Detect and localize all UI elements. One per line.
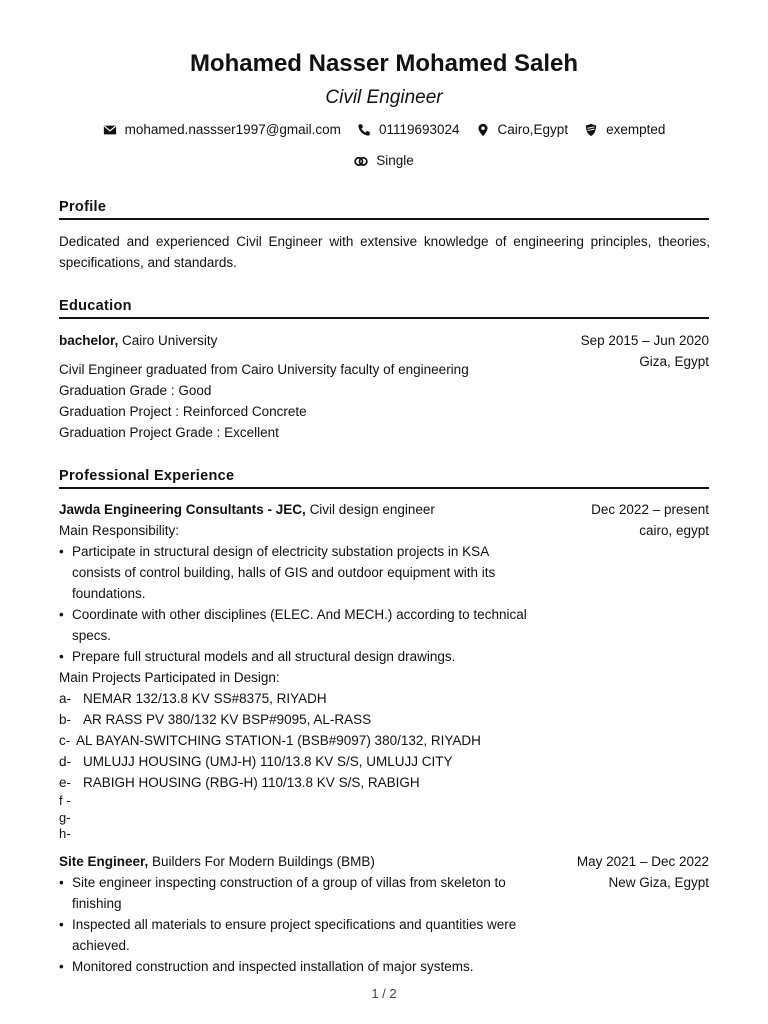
job2-role: Site Engineer, (59, 854, 149, 869)
job2-place: New Giza, Egypt (608, 875, 709, 890)
contact-row (0, 122, 768, 137)
project-letter: a- (59, 691, 72, 706)
list-item: • Coordinate with other disciplines (ELEC. And MECH.) according to technical specs. (59, 604, 539, 646)
contact-military (584, 122, 665, 137)
job1-company: Jawda Engineering Consultants - JEC, (59, 502, 306, 517)
job1-meta (591, 499, 709, 541)
list-item: • Site engineer inspecting construction of a group of villas from skeleton to finishing (59, 872, 539, 914)
shield-icon (584, 123, 598, 137)
education-line: Graduation Project Grade : Excellent (59, 425, 279, 440)
list-item: • Participate in structural design of electricity substation projects in KSA consists of control building, halls of GIS and outdoor equipment with its foundations. (59, 541, 539, 604)
list-item: • Inspected all materials to ensure project specifications and quantities were achieved. (59, 914, 539, 956)
education-place: Giza, Egypt (639, 354, 709, 369)
project-letter: b- (59, 712, 72, 727)
job1-place: cairo, egypt (639, 523, 709, 538)
project-letter-extra: f - (59, 793, 71, 808)
job1-dates: Dec 2022 – present (591, 502, 709, 517)
job2-dates: May 2021 – Dec 2022 (576, 854, 709, 869)
contact-location (476, 122, 569, 137)
list-item: • Monitored construction and inspected installation of major systems. (59, 956, 539, 977)
job2-bullets (59, 872, 539, 977)
contact-row-2 (0, 153, 768, 168)
profile-text: Dedicated and experienced Civil Engineer with extensive knowledge of engineering principles, theories, specifications, and standards. (59, 234, 710, 270)
map-pin-icon (476, 123, 490, 137)
project-item (59, 751, 539, 772)
project-text: AL BAYAN-SWITCHING STATION-1 (BSB#9097) 380/132, RIYADH (76, 733, 481, 748)
job2-title (59, 851, 375, 872)
military-text: exempted (606, 122, 666, 137)
phone-text: 01119693024 (378, 122, 460, 137)
education-entry-title (59, 330, 217, 351)
marital-text: Single (376, 153, 414, 168)
education-details (59, 359, 469, 443)
candidate-name: Mohamed Nasser Mohamed Saleh (189, 50, 579, 77)
project-item (59, 772, 539, 793)
project-letter: e- (59, 775, 72, 790)
job1-resp-label: Main Responsibility: (59, 523, 180, 538)
candidate-title: Civil Engineer (325, 87, 443, 108)
job2-body (59, 872, 539, 977)
profile-heading: Profile (59, 199, 709, 220)
list-item: • Prepare full structural models and all structural design drawings. (59, 646, 539, 667)
project-text: NEMAR 132/13.8 KV SS#8375, RIYADH (83, 691, 327, 706)
phone-icon (357, 123, 371, 137)
education-heading: Education (59, 298, 709, 319)
school: Cairo University (122, 333, 218, 348)
education-meta (581, 330, 709, 372)
project-letter: c- (59, 733, 71, 748)
experience-heading: Professional Experience (59, 468, 709, 489)
project-item (59, 688, 539, 709)
project-text: AR RASS PV 380/132 KV BSP#9095, AL-RASS (83, 712, 372, 727)
education-line: Graduation Grade : Good (59, 383, 212, 398)
location-text: Cairo,Egypt (497, 122, 569, 137)
degree: bachelor, (59, 333, 119, 348)
job2-company: Builders For Modern Buildings (BMB) (152, 854, 375, 869)
project-letter: d- (59, 754, 72, 769)
job1-title (59, 499, 435, 520)
job1-role: Civil design engineer (309, 502, 435, 517)
project-text: RABIGH HOUSING (RBG-H) 110/13.8 KV S/S, RABIGH (83, 775, 420, 790)
contact-email[interactable] (103, 122, 341, 137)
job1-body (59, 520, 539, 843)
project-item (59, 709, 539, 730)
email-text: mohamed.nassser1997@gmail.com (124, 122, 341, 137)
education-line: Graduation Project : Reinforced Concrete (59, 404, 307, 419)
job1-bullets (59, 541, 539, 667)
education-dates: Sep 2015 – Jun 2020 (580, 333, 709, 348)
education-line: Civil Engineer graduated from Cairo University faculty of engineering (59, 362, 469, 377)
project-item (59, 730, 539, 751)
job1-projects-label: Main Projects Participated in Design: (59, 670, 280, 685)
envelope-icon (103, 123, 117, 137)
page-number: 1 / 2 (371, 986, 397, 1001)
contact-marital (354, 153, 414, 168)
project-letter-extra: g- (59, 809, 71, 825)
contact-phone[interactable] (357, 122, 460, 137)
project-text: UMLUJJ HOUSING (UMJ-H) 110/13.8 KV S/S, UMLUJJ CITY (83, 754, 453, 769)
rings-icon (354, 154, 368, 168)
project-letter-extra: h- (59, 826, 71, 841)
job2-meta (577, 851, 709, 893)
